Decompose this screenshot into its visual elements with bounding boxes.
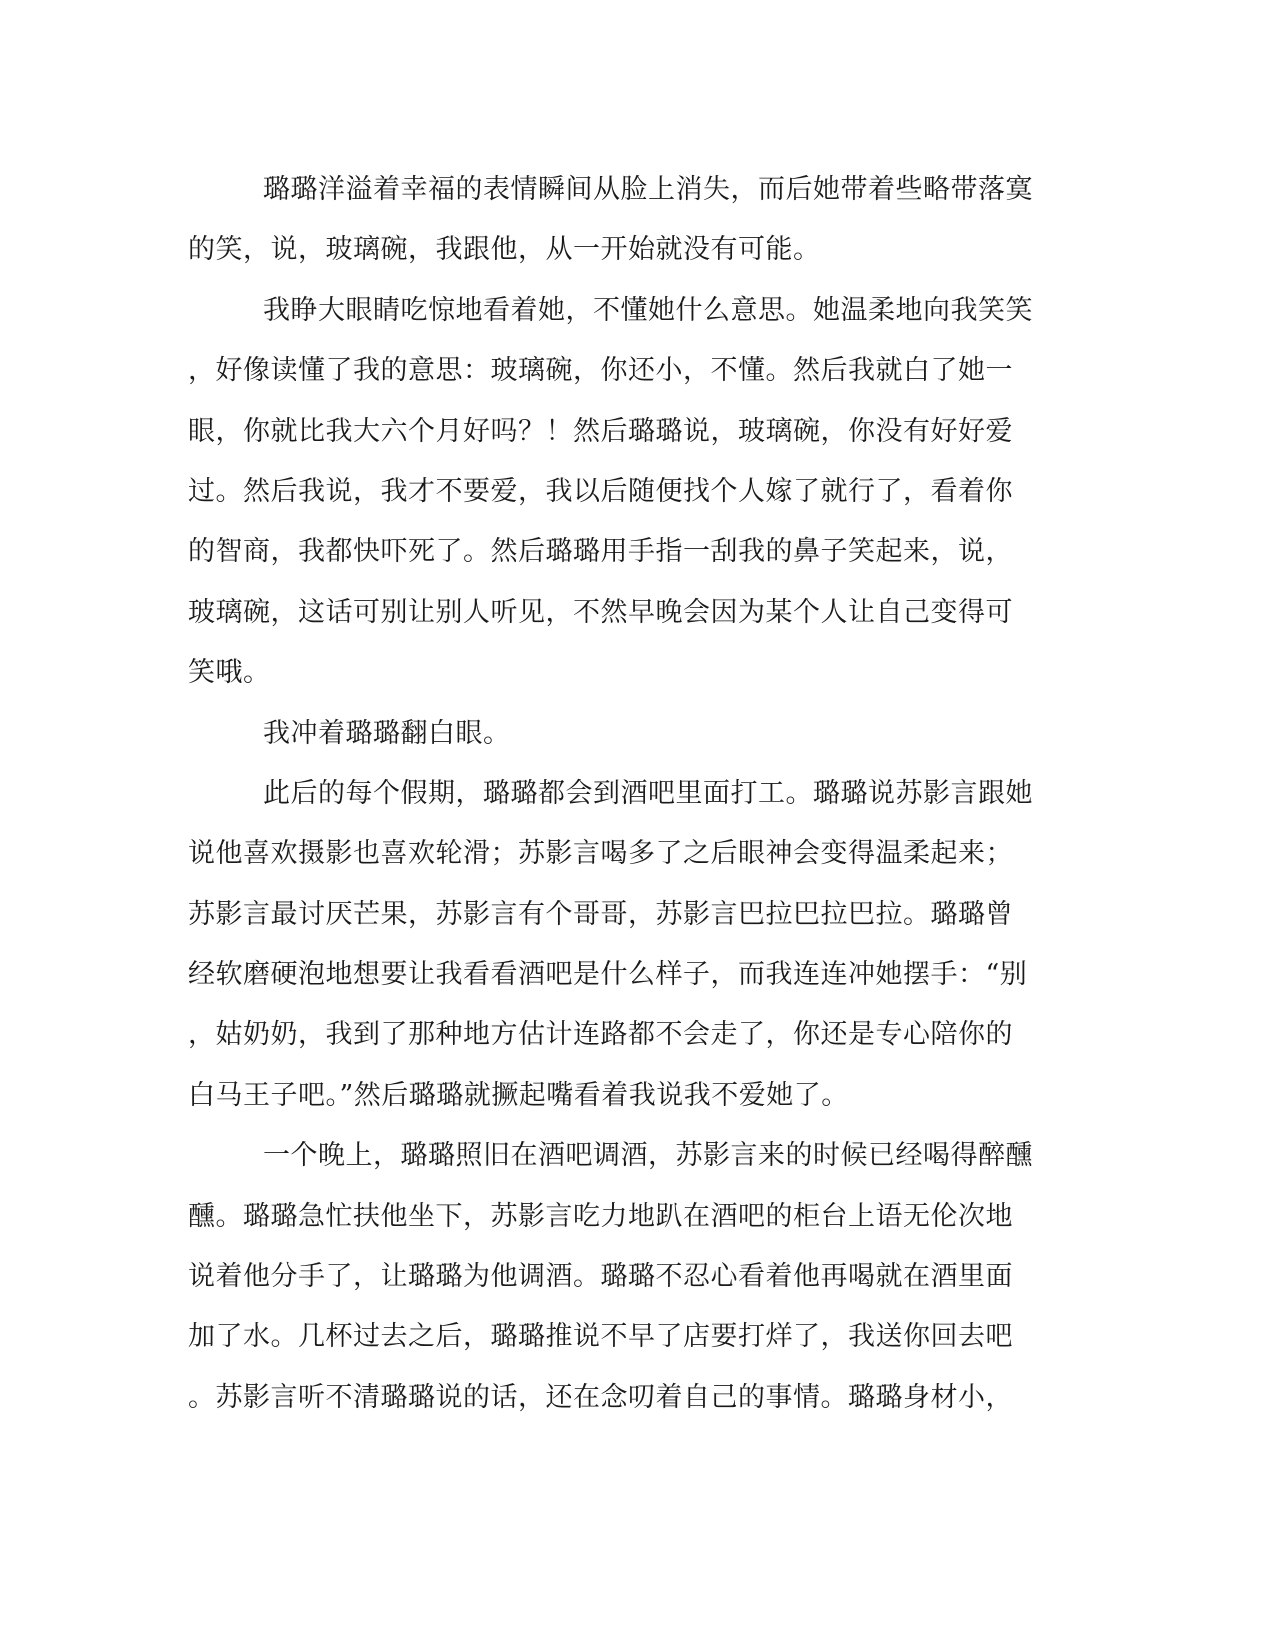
text-line: ，姑奶奶，我到了那种地方估计连路都不会走了，你还是专心陪你的 (188, 1019, 1013, 1051)
text-line: 笑哦。 (188, 657, 271, 689)
text-line: 醺。璐璐急忙扶他坐下，苏影言吃力地趴在酒吧的柜台上语无伦次地 (188, 1200, 1013, 1232)
text-line: 过。然后我说，我才不要爱，我以后随便找个人嫁了就行了，看着你 (188, 475, 1013, 507)
text-line: 苏影言最讨厌芒果，苏影言有个哥哥，苏影言巴拉巴拉巴拉。璐璐曾 (188, 898, 1013, 930)
text-line: ，好像读懂了我的意思：玻璃碗，你还小，不懂。然后我就白了她一 (188, 355, 1013, 387)
text-line: 白马王子吧。”然后璐璐就撅起嘴看着我说我不爱她了。 (188, 1079, 849, 1111)
text-line: 一个晚上，璐璐照旧在酒吧调酒，苏影言来的时候已经喝得醉醺 (263, 1140, 1033, 1172)
text-line: 说他喜欢摄影也喜欢轮滑；苏影言喝多了之后眼神会变得温柔起来； (188, 838, 1013, 870)
text-line: 经软磨硬泡地想要让我看看酒吧是什么样子，而我连连冲她摆手：“别 (188, 959, 1028, 991)
text-line: 说着他分手了，让璐璐为他调酒。璐璐不忍心看着他再喝就在酒里面 (188, 1261, 1013, 1293)
text-line: 此后的每个假期，璐璐都会到酒吧里面打工。璐璐说苏影言跟她 (263, 777, 1033, 809)
text-line: 的笑，说，玻璃碗，我跟他，从一开始就没有可能。 (188, 234, 821, 266)
text-line: 玻璃碗，这话可别让别人听见，不然早晚会因为某个人让自己变得可 (188, 596, 1013, 628)
text-line: 的智商，我都快吓死了。然后璐璐用手指一刮我的鼻子笑起来，说， (188, 536, 1013, 568)
text-line: 璐璐洋溢着幸福的表情瞬间从脸上消失，而后她带着些略带落寞 (263, 174, 1033, 205)
text-line: 我睁大眼睛吃惊地看着她，不懂她什么意思。她温柔地向我笑笑 (263, 294, 1033, 326)
text-line: 。苏影言听不清璐璐说的话，还在念叨着自己的事情。璐璐身材小， (188, 1381, 1013, 1413)
text-line: 眼，你就比我大六个月好吗？！然后璐璐说，玻璃碗，你没有好好爱 (188, 415, 1013, 447)
text-line: 我冲着璐璐翻白眼。 (263, 717, 511, 749)
text-line: 加了水。几杯过去之后，璐璐推说不早了店要打烊了，我送你回去吧 (188, 1321, 1013, 1353)
body-text (188, 160, 1068, 1428)
